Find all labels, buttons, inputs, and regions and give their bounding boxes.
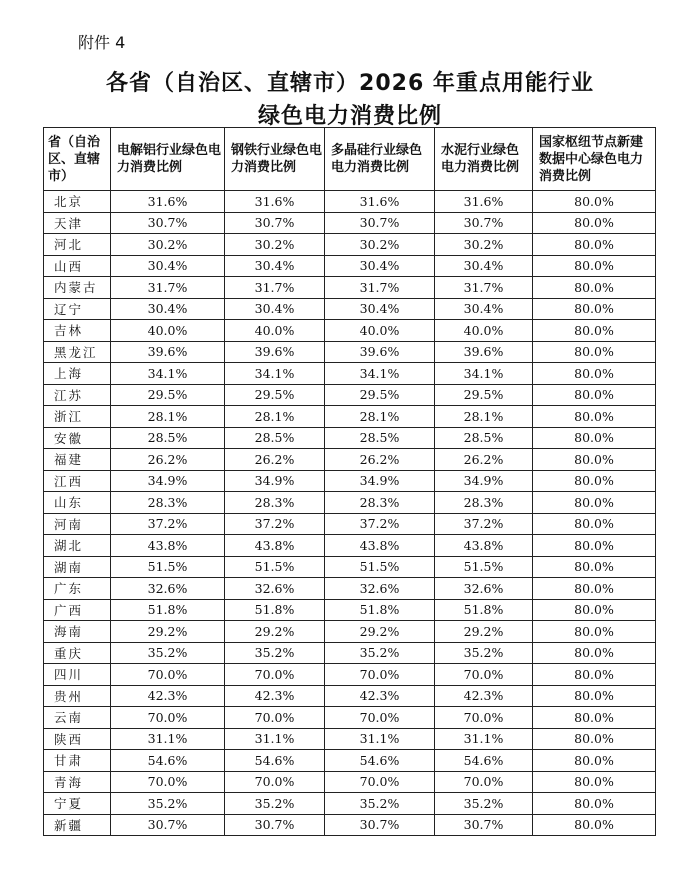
cement-cell: 30.4% <box>435 255 533 277</box>
table-row <box>44 814 656 836</box>
polysilicon-cell: 51.8% <box>325 599 435 621</box>
cement-cell: 34.1% <box>435 363 533 385</box>
steel-cell: 30.4% <box>225 298 325 320</box>
province-cell: 海南 <box>44 621 111 643</box>
data-center-cell: 80.0% <box>533 728 656 750</box>
header-polysilicon: 多晶硅行业绿色电力消费比例 <box>325 128 435 191</box>
data-center-cell: 80.0% <box>533 535 656 557</box>
steel-cell: 30.7% <box>225 814 325 836</box>
data-center-cell: 80.0% <box>533 771 656 793</box>
table-row <box>44 793 656 815</box>
data-center-cell: 80.0% <box>533 298 656 320</box>
cement-cell: 34.9% <box>435 470 533 492</box>
cement-cell: 42.3% <box>435 685 533 707</box>
province-cell: 湖南 <box>44 556 111 578</box>
aluminum-cell: 29.5% <box>111 384 225 406</box>
table-row <box>44 578 656 600</box>
province-cell: 广东 <box>44 578 111 600</box>
cement-cell: 54.6% <box>435 750 533 772</box>
steel-cell: 28.3% <box>225 492 325 514</box>
steel-cell: 32.6% <box>225 578 325 600</box>
aluminum-cell: 42.3% <box>111 685 225 707</box>
aluminum-cell: 37.2% <box>111 513 225 535</box>
aluminum-cell: 26.2% <box>111 449 225 471</box>
cement-cell: 35.2% <box>435 642 533 664</box>
header-cement: 水泥行业绿色电力消费比例 <box>435 128 533 191</box>
table-row <box>44 449 656 471</box>
cement-cell: 29.5% <box>435 384 533 406</box>
polysilicon-cell: 30.7% <box>325 212 435 234</box>
polysilicon-cell: 30.4% <box>325 298 435 320</box>
aluminum-cell: 54.6% <box>111 750 225 772</box>
table-row <box>44 277 656 299</box>
steel-cell: 43.8% <box>225 535 325 557</box>
polysilicon-cell: 54.6% <box>325 750 435 772</box>
table-row <box>44 255 656 277</box>
cement-cell: 70.0% <box>435 707 533 729</box>
province-cell: 青海 <box>44 771 111 793</box>
aluminum-cell: 30.7% <box>111 212 225 234</box>
table-row <box>44 599 656 621</box>
steel-cell: 30.7% <box>225 212 325 234</box>
province-cell: 山西 <box>44 255 111 277</box>
data-center-cell: 80.0% <box>533 277 656 299</box>
header-aluminum: 电解铝行业绿色电力消费比例 <box>111 128 225 191</box>
aluminum-cell: 30.4% <box>111 298 225 320</box>
table-row <box>44 384 656 406</box>
data-center-cell: 80.0% <box>533 556 656 578</box>
table-row <box>44 771 656 793</box>
steel-cell: 30.4% <box>225 255 325 277</box>
province-cell: 湖北 <box>44 535 111 557</box>
steel-cell: 30.2% <box>225 234 325 256</box>
data-center-cell: 80.0% <box>533 578 656 600</box>
cement-cell: 31.7% <box>435 277 533 299</box>
province-cell: 上海 <box>44 363 111 385</box>
province-cell: 内蒙古 <box>44 277 111 299</box>
table-row <box>44 556 656 578</box>
table-body <box>44 191 656 836</box>
data-center-cell: 80.0% <box>533 513 656 535</box>
polysilicon-cell: 42.3% <box>325 685 435 707</box>
polysilicon-cell: 35.2% <box>325 642 435 664</box>
cement-cell: 28.5% <box>435 427 533 449</box>
aluminum-cell: 34.1% <box>111 363 225 385</box>
cement-cell: 70.0% <box>435 771 533 793</box>
steel-cell: 34.1% <box>225 363 325 385</box>
cement-cell: 26.2% <box>435 449 533 471</box>
polysilicon-cell: 70.0% <box>325 664 435 686</box>
data-center-cell: 80.0% <box>533 320 656 342</box>
polysilicon-cell: 40.0% <box>325 320 435 342</box>
data-center-cell: 80.0% <box>533 707 656 729</box>
data-center-cell: 80.0% <box>533 212 656 234</box>
steel-cell: 54.6% <box>225 750 325 772</box>
province-cell: 江西 <box>44 470 111 492</box>
aluminum-cell: 70.0% <box>111 771 225 793</box>
aluminum-cell: 31.6% <box>111 191 225 213</box>
province-cell: 云南 <box>44 707 111 729</box>
province-cell: 河北 <box>44 234 111 256</box>
polysilicon-cell: 30.2% <box>325 234 435 256</box>
steel-cell: 37.2% <box>225 513 325 535</box>
province-cell: 陕西 <box>44 728 111 750</box>
cement-cell: 30.2% <box>435 234 533 256</box>
data-center-cell: 80.0% <box>533 406 656 428</box>
province-cell: 甘肃 <box>44 750 111 772</box>
attachment-label: 附件 4 <box>78 33 126 52</box>
province-cell: 贵州 <box>44 685 111 707</box>
polysilicon-cell: 28.1% <box>325 406 435 428</box>
table-row <box>44 707 656 729</box>
data-center-cell: 80.0% <box>533 470 656 492</box>
polysilicon-cell: 31.7% <box>325 277 435 299</box>
polysilicon-cell: 29.5% <box>325 384 435 406</box>
steel-cell: 70.0% <box>225 664 325 686</box>
cement-cell: 30.7% <box>435 814 533 836</box>
aluminum-cell: 31.1% <box>111 728 225 750</box>
cement-cell: 39.6% <box>435 341 533 363</box>
table-row <box>44 535 656 557</box>
polysilicon-cell: 28.5% <box>325 427 435 449</box>
cement-cell: 51.5% <box>435 556 533 578</box>
data-center-cell: 80.0% <box>533 492 656 514</box>
steel-cell: 34.9% <box>225 470 325 492</box>
cement-cell: 28.3% <box>435 492 533 514</box>
polysilicon-cell: 34.9% <box>325 470 435 492</box>
green-power-ratio-table <box>43 127 656 836</box>
data-center-cell: 80.0% <box>533 750 656 772</box>
table-row <box>44 234 656 256</box>
polysilicon-cell: 29.2% <box>325 621 435 643</box>
province-cell: 新疆 <box>44 814 111 836</box>
polysilicon-cell: 70.0% <box>325 707 435 729</box>
province-cell: 江苏 <box>44 384 111 406</box>
data-center-cell: 80.0% <box>533 384 656 406</box>
steel-cell: 31.1% <box>225 728 325 750</box>
cement-cell: 32.6% <box>435 578 533 600</box>
steel-cell: 26.2% <box>225 449 325 471</box>
aluminum-cell: 30.7% <box>111 814 225 836</box>
data-center-cell: 80.0% <box>533 814 656 836</box>
table-row <box>44 427 656 449</box>
table-row <box>44 320 656 342</box>
province-cell: 宁夏 <box>44 793 111 815</box>
steel-cell: 29.5% <box>225 384 325 406</box>
data-center-cell: 80.0% <box>533 664 656 686</box>
cement-cell: 30.7% <box>435 212 533 234</box>
document-title-line-2: 绿色电力消费比例 <box>257 104 442 129</box>
polysilicon-cell: 32.6% <box>325 578 435 600</box>
table-row <box>44 728 656 750</box>
table-row <box>44 685 656 707</box>
polysilicon-cell: 31.1% <box>325 728 435 750</box>
table-row <box>44 664 656 686</box>
table-row <box>44 212 656 234</box>
cement-cell: 35.2% <box>435 793 533 815</box>
table-row <box>44 750 656 772</box>
province-cell: 山东 <box>44 492 111 514</box>
aluminum-cell: 28.1% <box>111 406 225 428</box>
table-row <box>44 621 656 643</box>
steel-cell: 39.6% <box>225 341 325 363</box>
aluminum-cell: 35.2% <box>111 642 225 664</box>
table-row <box>44 406 656 428</box>
table-row <box>44 470 656 492</box>
aluminum-cell: 28.5% <box>111 427 225 449</box>
steel-cell: 70.0% <box>225 707 325 729</box>
polysilicon-cell: 43.8% <box>325 535 435 557</box>
cement-cell: 70.0% <box>435 664 533 686</box>
cement-cell: 29.2% <box>435 621 533 643</box>
steel-cell: 70.0% <box>225 771 325 793</box>
data-center-cell: 80.0% <box>533 363 656 385</box>
aluminum-cell: 51.8% <box>111 599 225 621</box>
table-row <box>44 492 656 514</box>
aluminum-cell: 70.0% <box>111 664 225 686</box>
polysilicon-cell: 35.2% <box>325 793 435 815</box>
data-center-cell: 80.0% <box>533 685 656 707</box>
province-cell: 吉林 <box>44 320 111 342</box>
steel-cell: 40.0% <box>225 320 325 342</box>
data-center-cell: 80.0% <box>533 642 656 664</box>
steel-cell: 31.7% <box>225 277 325 299</box>
cement-cell: 31.1% <box>435 728 533 750</box>
province-cell: 重庆 <box>44 642 111 664</box>
data-center-cell: 80.0% <box>533 599 656 621</box>
cement-cell: 28.1% <box>435 406 533 428</box>
aluminum-cell: 39.6% <box>111 341 225 363</box>
aluminum-cell: 30.4% <box>111 255 225 277</box>
aluminum-cell: 43.8% <box>111 535 225 557</box>
polysilicon-cell: 31.6% <box>325 191 435 213</box>
aluminum-cell: 35.2% <box>111 793 225 815</box>
province-cell: 浙江 <box>44 406 111 428</box>
data-center-cell: 80.0% <box>533 191 656 213</box>
table-header-row <box>44 128 656 191</box>
cement-cell: 51.8% <box>435 599 533 621</box>
header-province: 省（自治区、直辖市） <box>44 128 111 191</box>
data-center-cell: 80.0% <box>533 341 656 363</box>
table-row <box>44 341 656 363</box>
cement-cell: 40.0% <box>435 320 533 342</box>
steel-cell: 35.2% <box>225 793 325 815</box>
steel-cell: 51.8% <box>225 599 325 621</box>
polysilicon-cell: 30.7% <box>325 814 435 836</box>
cement-cell: 31.6% <box>435 191 533 213</box>
cement-cell: 37.2% <box>435 513 533 535</box>
province-cell: 辽宁 <box>44 298 111 320</box>
province-cell: 北京 <box>44 191 111 213</box>
table-row <box>44 642 656 664</box>
province-cell: 安徽 <box>44 427 111 449</box>
polysilicon-cell: 70.0% <box>325 771 435 793</box>
aluminum-cell: 70.0% <box>111 707 225 729</box>
data-center-cell: 80.0% <box>533 621 656 643</box>
data-center-cell: 80.0% <box>533 427 656 449</box>
province-cell: 天津 <box>44 212 111 234</box>
steel-cell: 31.6% <box>225 191 325 213</box>
aluminum-cell: 40.0% <box>111 320 225 342</box>
cement-cell: 43.8% <box>435 535 533 557</box>
aluminum-cell: 29.2% <box>111 621 225 643</box>
data-center-cell: 80.0% <box>533 234 656 256</box>
table-row <box>44 363 656 385</box>
cement-cell: 30.4% <box>435 298 533 320</box>
polysilicon-cell: 28.3% <box>325 492 435 514</box>
data-center-cell: 80.0% <box>533 255 656 277</box>
steel-cell: 51.5% <box>225 556 325 578</box>
polysilicon-cell: 39.6% <box>325 341 435 363</box>
aluminum-cell: 28.3% <box>111 492 225 514</box>
province-cell: 广西 <box>44 599 111 621</box>
header-steel: 钢铁行业绿色电力消费比例 <box>225 128 325 191</box>
steel-cell: 28.5% <box>225 427 325 449</box>
polysilicon-cell: 37.2% <box>325 513 435 535</box>
polysilicon-cell: 51.5% <box>325 556 435 578</box>
polysilicon-cell: 34.1% <box>325 363 435 385</box>
steel-cell: 42.3% <box>225 685 325 707</box>
header-data-center: 国家枢纽节点新建数据中心绿色电力消费比例 <box>533 128 656 191</box>
aluminum-cell: 30.2% <box>111 234 225 256</box>
province-cell: 黑龙江 <box>44 341 111 363</box>
table-row <box>44 298 656 320</box>
document-title-line-1: 各省（自治区、直辖市）2026 年重点用能行业 <box>106 71 594 96</box>
aluminum-cell: 32.6% <box>111 578 225 600</box>
steel-cell: 35.2% <box>225 642 325 664</box>
data-center-cell: 80.0% <box>533 449 656 471</box>
province-cell: 福建 <box>44 449 111 471</box>
province-cell: 四川 <box>44 664 111 686</box>
data-center-cell: 80.0% <box>533 793 656 815</box>
table-row <box>44 191 656 213</box>
aluminum-cell: 51.5% <box>111 556 225 578</box>
table-row <box>44 513 656 535</box>
aluminum-cell: 34.9% <box>111 470 225 492</box>
province-cell: 河南 <box>44 513 111 535</box>
steel-cell: 28.1% <box>225 406 325 428</box>
polysilicon-cell: 26.2% <box>325 449 435 471</box>
polysilicon-cell: 30.4% <box>325 255 435 277</box>
aluminum-cell: 31.7% <box>111 277 225 299</box>
steel-cell: 29.2% <box>225 621 325 643</box>
